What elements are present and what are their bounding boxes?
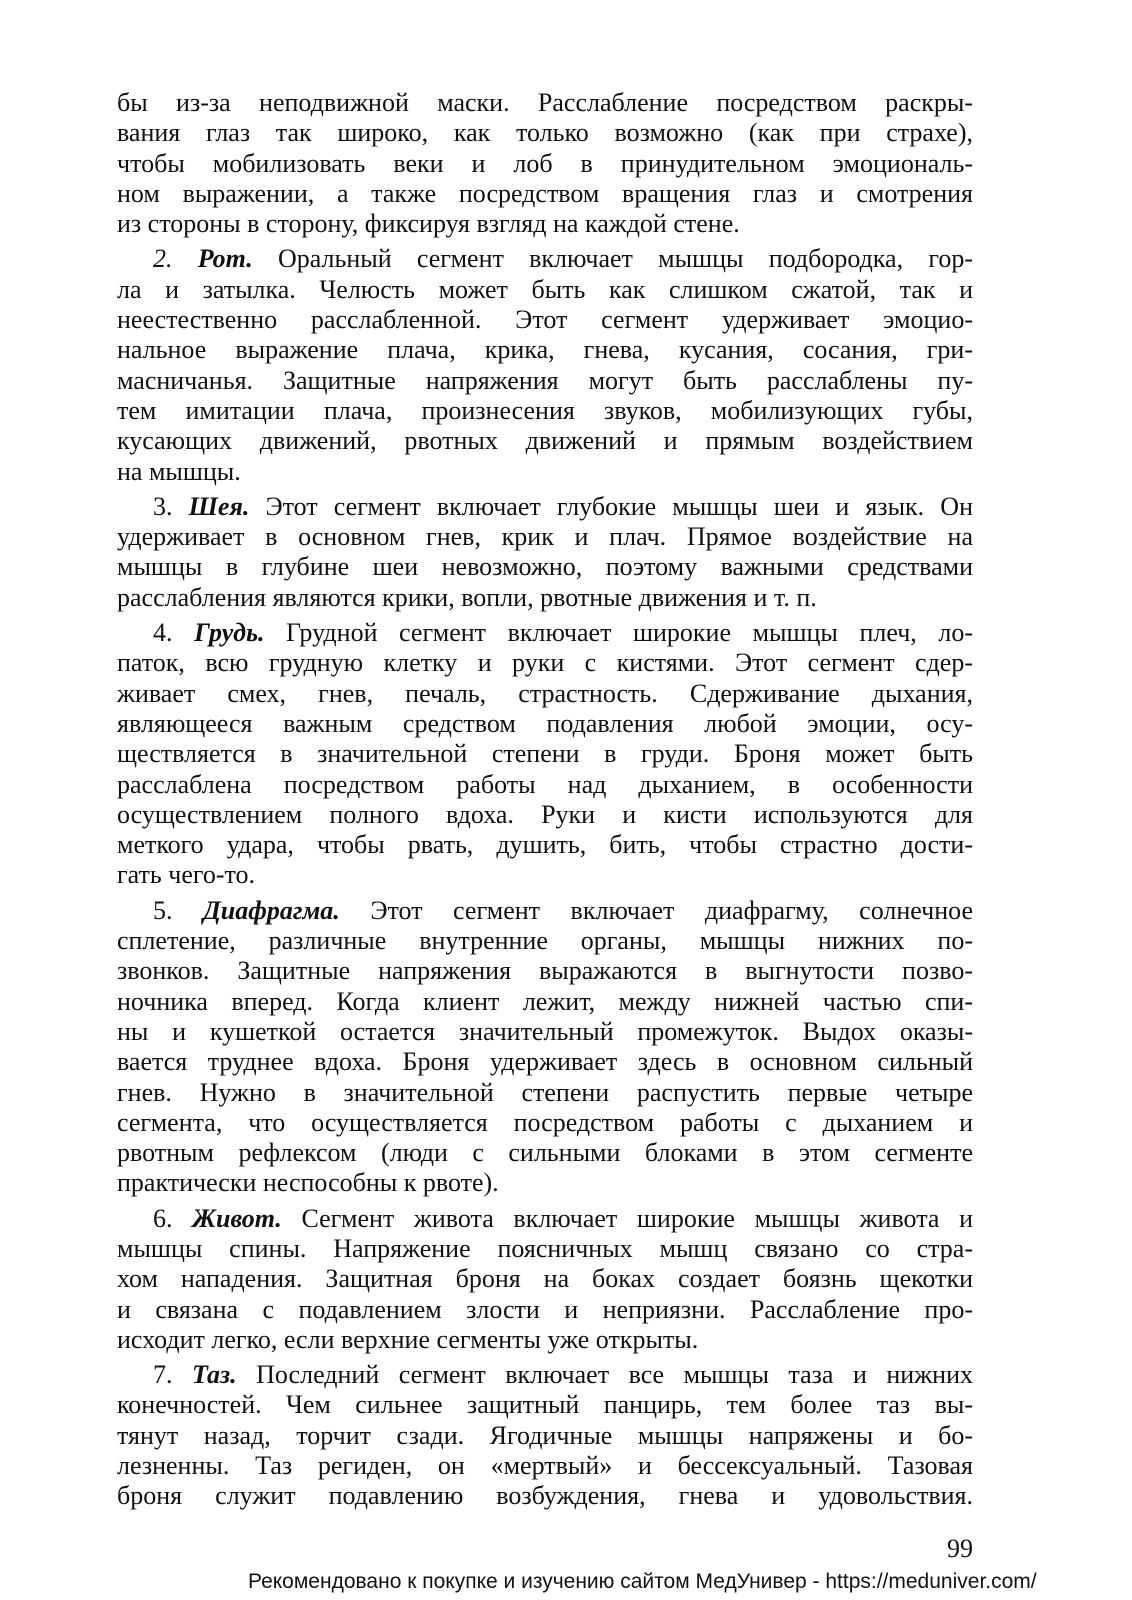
text-line: ном выражении, а также посредством вращения глаз и смотрения <box>117 178 973 208</box>
paragraph-chest <box>117 618 973 891</box>
text-line: тянут назад, торчит сзади. Ягодичные мышцы напряжены и бо- <box>117 1420 973 1450</box>
text-line: ночника вперед. Когда клиент лежит, между нижней частью спи- <box>117 986 973 1016</box>
text-fragment: Сегмент живота включает широкие мышцы живота и <box>301 1203 973 1233</box>
text-fragment: Грудной сегмент включает широкие мышцы плеч, ло- <box>286 618 973 648</box>
text-fragment: Последний сегмент включает все мышцы таза и нижних <box>256 1360 974 1390</box>
page-body <box>117 88 973 1512</box>
paragraph-neck <box>117 492 973 613</box>
section-heading: Шея. <box>188 491 250 521</box>
text-line: живает смех, гнев, печаль, страстность. Сдерживание дыхания, <box>117 678 973 708</box>
section-heading: Грудь. <box>194 618 265 648</box>
paragraph-first-line <box>117 618 973 648</box>
text-fragment: Этот сегмент включает диафрагму, солнечное <box>370 895 974 925</box>
section-heading: Диафрагма. <box>203 895 340 925</box>
paragraph-first-line <box>117 896 973 926</box>
paragraph-first-line <box>117 244 973 274</box>
text-line: удерживает в основном гнев, крик и плач. Прямое воздействие на <box>117 522 973 552</box>
text-line: рвотным рефлексом (люди с сильными блоками в этом сегменте <box>117 1138 973 1168</box>
paragraph-first-line <box>117 492 973 522</box>
paragraph-first-line <box>117 1360 973 1390</box>
text-line: сегмента, что осуществляется посредством работы с дыханием и <box>117 1107 973 1137</box>
paragraph-abdomen <box>117 1204 973 1355</box>
text-line: бы из-за неподвижной маски. Расслабление посредством раскры- <box>117 88 973 117</box>
text-line: конечностей. Чем сильнее защитный панцирь, тем более таз вы- <box>117 1390 973 1420</box>
item-number: 5. <box>153 895 173 925</box>
paragraph-diaphragm <box>117 896 973 1199</box>
text-line: являющееся важным средством подавления любой эмоции, осу- <box>117 708 973 738</box>
item-number: 3. <box>153 491 173 521</box>
text-line: расслабления являются крики, вопли, рвотные движения и т. п. <box>117 582 817 612</box>
text-line: звонков. Защитные напряжения выражаются в выгнутости позво- <box>117 956 973 986</box>
text-line: неестественно расслабленной. Этот сегмент удерживает эмоцио- <box>117 305 973 335</box>
page-number: 99 <box>947 1534 973 1563</box>
text-line: ны и кушеткой остается значительный промежуток. Выдох оказы- <box>117 1016 973 1046</box>
section-heading: Таз. <box>192 1360 237 1390</box>
text-line: чтобы мобилизовать веки и лоб в принудительном эмоциональ- <box>117 148 973 178</box>
text-line: меткого удара, чтобы рвать, душить, бить, чтобы страстно дости- <box>117 830 973 860</box>
text-line: паток, всю грудную клетку и руки с кистями. Этот сегмент сдер- <box>117 648 973 678</box>
text-line: гнев. Нужно в значительной степени распустить первые четыре <box>117 1077 973 1107</box>
text-line: броня служит подавлению возбуждения, гнева и удовольствия. <box>117 1481 973 1511</box>
text-line: на мышцы. <box>117 456 241 486</box>
paragraph-continuation <box>117 88 973 239</box>
text-line: из стороны в сторону, фиксируя взгляд на каждой стене. <box>117 209 740 239</box>
text-line: масничанья. Защитные напряжения могут быть расслаблены пу- <box>117 365 973 395</box>
text-line: практически неспособны к рвоте). <box>117 1168 499 1198</box>
text-line: ществляется в значительной степени в груди. Броня может быть <box>117 739 973 769</box>
text-line: расслаблена посредством работы над дыханием, в особенности <box>117 769 973 799</box>
text-line: гать чего-то. <box>117 860 256 890</box>
text-line: лезненны. Таз региден, он «мертвый» и бессексуальный. Тазовая <box>117 1451 973 1481</box>
text-line: кусающих движений, рвотных движений и прямым воздействием <box>117 426 973 456</box>
text-line: и связана с подавлением злости и неприязни. Расслабление про- <box>117 1294 973 1324</box>
item-number: 7. <box>153 1360 173 1390</box>
item-number: 2. <box>153 244 173 274</box>
footer-note: Рекомендовано к покупке и изучению сайтом МедУнивер - https://meduniver.com/ <box>248 1570 1037 1593</box>
text-line: мышцы в глубине шеи невозможно, поэтому важными средствами <box>117 552 973 582</box>
section-heading: Рот. <box>197 244 253 274</box>
text-line: вания глаз так широко, как только возможно (как при страхе), <box>117 118 973 148</box>
text-line: нальное выражение плача, крика, гнева, кусания, сосания, гри- <box>117 335 973 365</box>
text-line: тем имитации плача, произнесения звуков, мобилизующих губы, <box>117 395 973 425</box>
paragraph-mouth <box>117 244 973 486</box>
text-line: вается труднее вдоха. Броня удерживает здесь в основном сильный <box>117 1047 973 1077</box>
text-line: осуществлением полного вдоха. Руки и кисти используются для <box>117 799 973 829</box>
text-line: хом нападения. Защитная броня на боках создает боязнь щекотки <box>117 1264 973 1294</box>
text-line: сплетение, различные внутренние органы, мышцы нижних по- <box>117 926 973 956</box>
text-line: мышцы спины. Напряжение поясничных мышц связано со стра- <box>117 1233 973 1263</box>
paragraph-first-line <box>117 1204 973 1234</box>
item-number: 6. <box>153 1203 173 1233</box>
paragraph-pelvis <box>117 1360 973 1511</box>
text-line: исходит легко, если верхние сегменты уже открыты. <box>117 1324 699 1354</box>
section-heading: Живот. <box>192 1203 282 1233</box>
text-fragment: Оральный сегмент включает мышцы подбородка, гор- <box>277 244 973 274</box>
text-line: ла и затылка. Челюсть может быть как слишком сжатой, так и <box>117 274 973 304</box>
item-number: 4. <box>153 618 173 648</box>
text-fragment: Этот сегмент включает глубокие мышцы шеи и язык. Он <box>265 491 973 521</box>
